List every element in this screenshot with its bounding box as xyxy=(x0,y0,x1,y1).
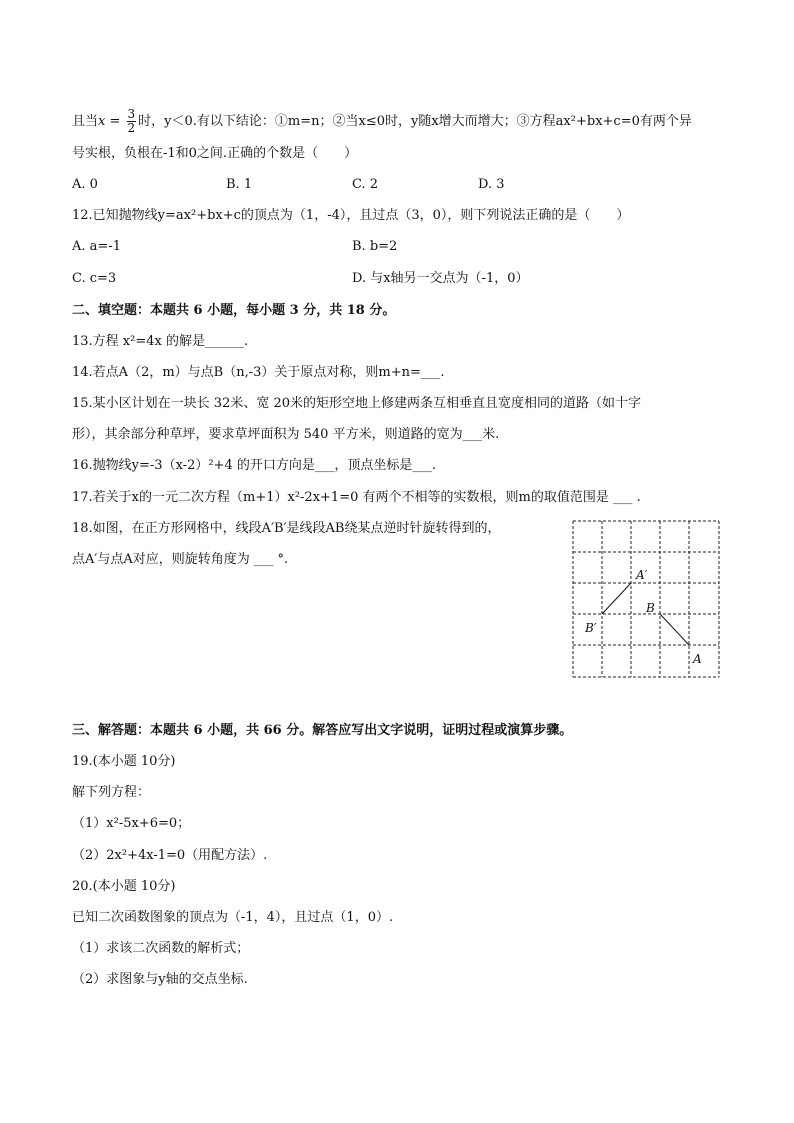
q12-option-b: B. b=2 xyxy=(352,239,398,254)
q19-intro: 解下列方程： xyxy=(72,785,151,800)
q11-option-d: D. 3 xyxy=(478,177,505,192)
q16: 16.抛物线y=-3（x-2）²+4 的开口方向是___，顶点坐标是___. xyxy=(72,458,436,473)
q12-option-d: D. 与x轴另一交点为（-1，0） xyxy=(352,271,529,286)
q11-option-b: B. 1 xyxy=(226,177,253,192)
q18-line2: 点A′与点A对应，则旋转角度为 ___ °. xyxy=(72,552,289,567)
q19-part2: （2）2x²+4x-1=0（用配方法）. xyxy=(72,848,268,863)
q20-part2: （2）求图象与y轴的交点坐标. xyxy=(72,972,248,987)
q19-part1: （1）x²-5x+6=0； xyxy=(72,816,191,831)
segment-a-b xyxy=(660,614,689,645)
q18-line1: 18.如图，在正方形网格中，线段A′B′是线段AB绕某点逆时针旋转得到的， xyxy=(72,521,501,536)
q11-text-after: 时，y＜0.有以下结论：①m=n；②当x≤0时，y随x增大而增大；③方程ax²+bx+c=0有两个异 xyxy=(138,114,692,129)
q11-option-a: A. 0 xyxy=(72,177,98,192)
segment-a-prime-b-prime xyxy=(602,583,631,614)
q12-option-c: C. c=3 xyxy=(72,271,117,286)
q13: 13.方程 x²=4x 的解是______. xyxy=(72,334,249,349)
q12-option-a: A. a=-1 xyxy=(72,239,121,254)
q11-fraction xyxy=(127,108,137,135)
section3-heading: 三、解答题：本题共 6 小题，共 66 分。解答应写出文字说明，证明过程或演算步骤。 xyxy=(72,723,573,738)
label-b-prime: B′ xyxy=(585,621,597,635)
q12-stem: 12.已知抛物线y=ax²+bx+c的顶点为（1，-4），且过点（3，0），则下列说法正确的是（ ） xyxy=(72,208,630,223)
q20-title: 20.(本小题 10分) xyxy=(72,879,176,894)
section2-heading: 二、填空题：本题共 6 小题，每小题 3 分，共 18 分。 xyxy=(72,303,396,318)
label-a-prime: A′ xyxy=(636,568,648,582)
label-a: A xyxy=(693,652,702,666)
q11-line2: 号实根，负根在-1和0之间.正确的个数是（ ） xyxy=(72,146,358,161)
q20-part1: （1）求该二次函数的解析式； xyxy=(72,941,250,956)
q15-line2: 形），其余部分种草坪，要求草坪面积为 540 平方米，则道路的宽为___米. xyxy=(72,427,500,442)
rotation-grid-figure xyxy=(572,520,722,682)
q17: 17.若关于x的一元二次方程（m+1）x²-2x+1=0 有两个不相等的实数根，则m的取值范围是 ___ . xyxy=(72,490,641,505)
q19-title: 19.(本小题 10分) xyxy=(72,754,176,769)
q11-option-c: C. 2 xyxy=(352,177,379,192)
q11-prefix: 且当 xyxy=(72,114,99,129)
q11-line1: 且当x = $\frac{3}{2}$ 时，y＜0.有以下结论：①m=n；②当x≤0时，y随x增大而增大；③方程ax²+bx+c=0有两个异 xyxy=(72,107,692,135)
q15-line1: 15.某小区计划在一块长 32米、宽 20米的矩形空地上修建两条互相垂直且宽度相同的道路（如十字 xyxy=(72,396,642,411)
q11-frac-num: 3 xyxy=(127,107,136,121)
q20-intro: 已知二次函数图象的顶点为（-1，4），且过点（1，0）. xyxy=(72,910,394,925)
label-b: B xyxy=(646,601,655,615)
q14: 14.若点A（2，m）与点B（n,-3）关于原点对称，则m+n=___. xyxy=(72,365,445,380)
q11-frac-den: 2 xyxy=(127,121,136,135)
